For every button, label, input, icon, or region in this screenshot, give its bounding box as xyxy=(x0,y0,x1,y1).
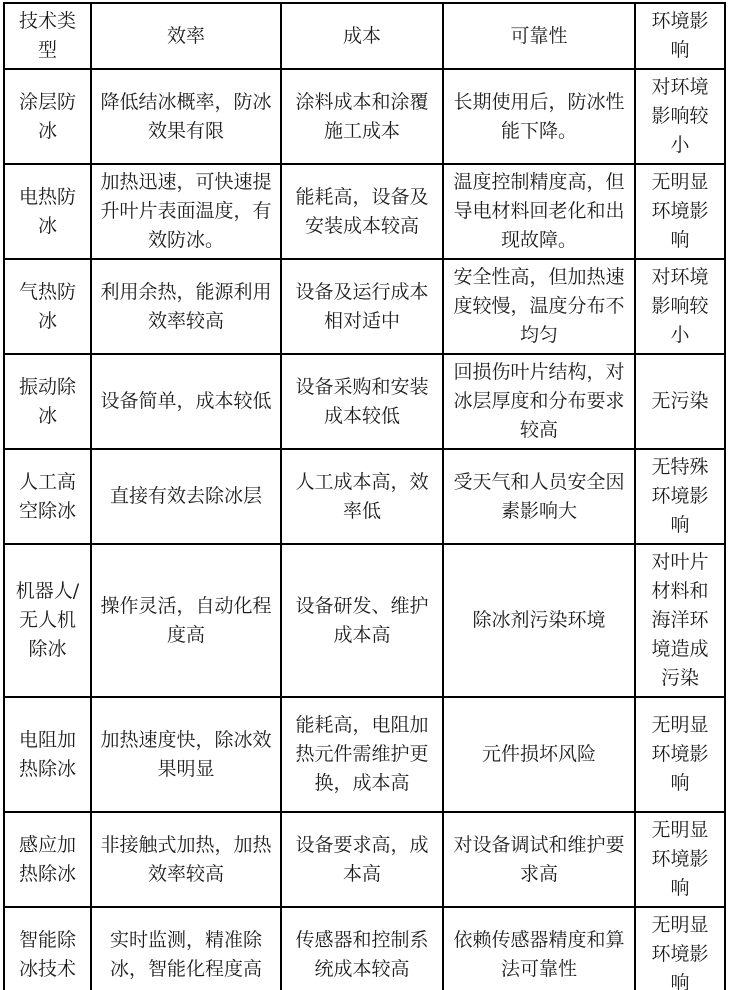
deicing-technology-comparison-table xyxy=(3,2,726,990)
cell-environment: 无污染 xyxy=(635,354,725,449)
cell-cost: 人工成本高，效率低 xyxy=(281,449,443,544)
cell-tech: 机器人/无人机除冰 xyxy=(4,544,91,697)
cell-environment: 对叶片材料和海洋环境造成污染 xyxy=(635,544,725,697)
cell-reliability: 回损伤叶片结构，对冰层厚度和分布要求较高 xyxy=(443,354,635,449)
cell-cost: 设备及运行成本相对适中 xyxy=(281,259,443,354)
cell-cost: 能耗高，设备及安装成本较高 xyxy=(281,164,443,259)
column-header-tech: 技术类型 xyxy=(4,3,91,69)
cell-efficiency: 直接有效去除冰层 xyxy=(91,449,281,544)
column-header-cost: 成本 xyxy=(281,3,443,69)
cell-environment: 对环境影响较小 xyxy=(635,259,725,354)
cell-tech: 智能除冰技术 xyxy=(4,907,91,990)
cell-efficiency: 设备简单，成本较低 xyxy=(91,354,281,449)
cell-tech: 振动除冰 xyxy=(4,354,91,449)
column-header-reliability: 可靠性 xyxy=(443,3,635,69)
cell-tech: 涂层防冰 xyxy=(4,69,91,164)
cell-environment: 无特殊环境影响 xyxy=(635,449,725,544)
cell-cost: 设备采购和安装成本较低 xyxy=(281,354,443,449)
table-row xyxy=(4,69,725,164)
cell-efficiency: 加热迅速，可快速提升叶片表面温度，有效防冰。 xyxy=(91,164,281,259)
cell-reliability: 温度控制精度高，但导电材料回老化和出现故障。 xyxy=(443,164,635,259)
table-body xyxy=(4,69,725,990)
cell-tech: 电阻加热除冰 xyxy=(4,697,91,812)
cell-cost: 涂料成本和涂覆施工成本 xyxy=(281,69,443,164)
cell-efficiency: 非接触式加热，加热效率较高 xyxy=(91,812,281,907)
cell-reliability: 安全性高，但加热速度较慢，温度分布不均匀 xyxy=(443,259,635,354)
cell-reliability: 除冰剂污染环境 xyxy=(443,544,635,697)
cell-reliability: 受天气和人员安全因素影响大 xyxy=(443,449,635,544)
cell-efficiency: 降低结冰概率，防冰效果有限 xyxy=(91,69,281,164)
cell-tech: 人工高空除冰 xyxy=(4,449,91,544)
cell-environment: 无明显环境影响 xyxy=(635,812,725,907)
cell-reliability: 长期使用后，防冰性能下降。 xyxy=(443,69,635,164)
table-header-row xyxy=(4,3,725,69)
table-header xyxy=(4,3,725,69)
table-row xyxy=(4,164,725,259)
cell-tech: 感应加热除冰 xyxy=(4,812,91,907)
table-row xyxy=(4,697,725,812)
cell-tech: 气热防冰 xyxy=(4,259,91,354)
table-row xyxy=(4,907,725,990)
cell-efficiency: 利用余热，能源利用效率较高 xyxy=(91,259,281,354)
cell-reliability: 对设备调试和维护要求高 xyxy=(443,812,635,907)
table-row xyxy=(4,259,725,354)
cell-cost: 传感器和控制系统成本较高 xyxy=(281,907,443,990)
table-row xyxy=(4,354,725,449)
table-row xyxy=(4,449,725,544)
cell-efficiency: 操作灵活，自动化程度高 xyxy=(91,544,281,697)
cell-cost: 设备要求高，成本高 xyxy=(281,812,443,907)
cell-environment: 对环境影响较小 xyxy=(635,69,725,164)
cell-environment: 无明显环境影响 xyxy=(635,697,725,812)
cell-tech: 电热防冰 xyxy=(4,164,91,259)
cell-reliability: 依赖传感器精度和算法可靠性 xyxy=(443,907,635,990)
cell-efficiency: 实时监测，精准除冰，智能化程度高 xyxy=(91,907,281,990)
column-header-efficiency: 效率 xyxy=(91,3,281,69)
cell-environment: 无明显环境影响 xyxy=(635,164,725,259)
cell-reliability: 元件损坏风险 xyxy=(443,697,635,812)
table-row xyxy=(4,812,725,907)
cell-cost: 能耗高，电阻加热元件需维护更换，成本高 xyxy=(281,697,443,812)
table-row xyxy=(4,544,725,697)
cell-environment: 无明显环境影响 xyxy=(635,907,725,990)
column-header-environment: 环境影响 xyxy=(635,3,725,69)
cell-cost: 设备研发、维护成本高 xyxy=(281,544,443,697)
cell-efficiency: 加热速度快，除冰效果明显 xyxy=(91,697,281,812)
